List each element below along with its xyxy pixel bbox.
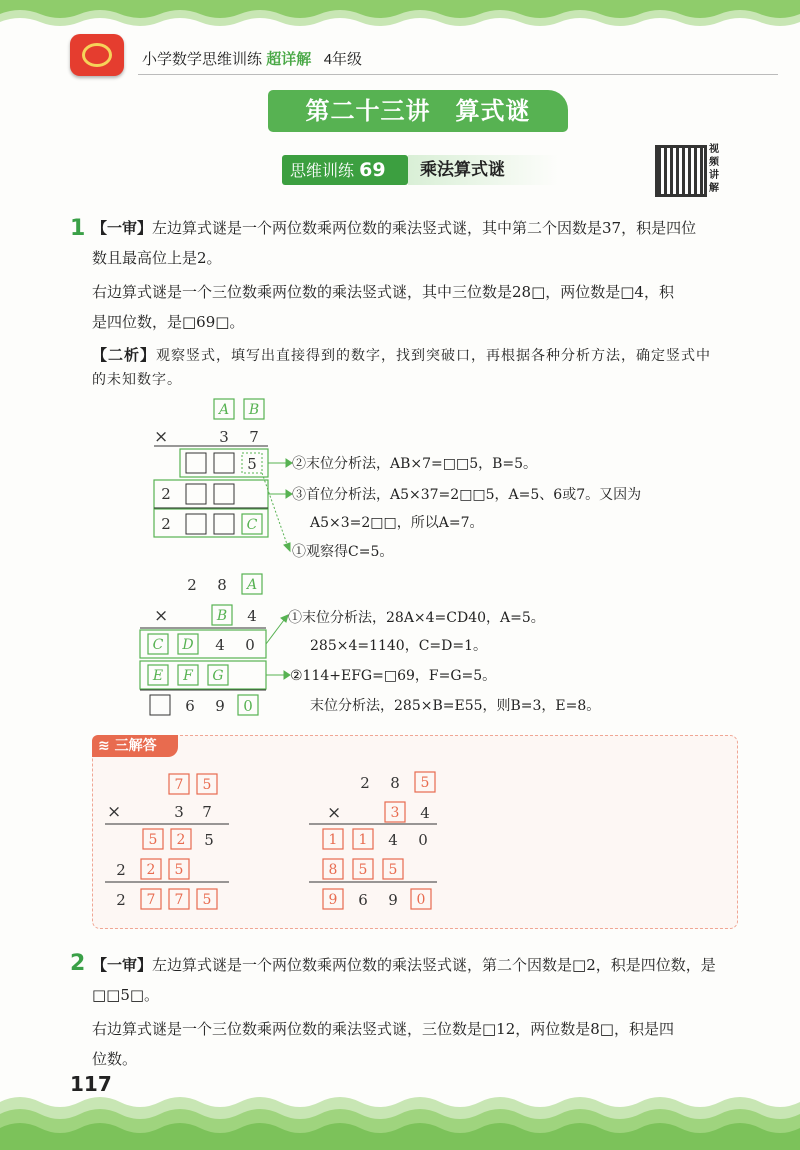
digit-label: 0 [243, 697, 253, 715]
answer-digit: 4 [420, 804, 430, 822]
digit-label: 4 [215, 636, 225, 654]
section-label-text: 思维训练 [290, 161, 355, 180]
qr-label-char: 频 [709, 157, 719, 168]
section-topic: 乘法算式谜 [408, 155, 558, 185]
digit-label: C [246, 517, 258, 533]
analysis-note: ②114+EFG=□69，F=G=5。 [290, 668, 497, 684]
answer-digit: 7 [202, 803, 212, 821]
answer-digit: 7 [174, 892, 184, 908]
tag-analyze: 【二析】 [92, 346, 157, 364]
answer-digit: 5 [174, 862, 184, 878]
digit-label: 0 [245, 636, 255, 654]
answer-digit: 1 [328, 832, 338, 848]
problem-number: 1 [70, 216, 86, 241]
svg-text:×: × [107, 802, 122, 822]
book-logo [70, 34, 124, 76]
analysis-note: ①观察得C=5。 [292, 544, 394, 560]
analysis-note: ②末位分析法，AB×7=□□5，B=5。 [292, 456, 538, 472]
digit-label: A [218, 402, 230, 418]
digit-box [186, 514, 206, 534]
digit-label: D [182, 637, 194, 653]
answer-digit: 8 [390, 774, 400, 792]
answer-digit: 9 [388, 891, 398, 909]
text-line: □□5□。 [92, 986, 160, 1004]
digit-label: E [152, 668, 164, 684]
answer-digit: 4 [388, 831, 398, 849]
analysis-note: 末位分析法，285×B=E55，则B=3，E=8。 [310, 698, 601, 714]
right-puzzle [138, 570, 758, 720]
digit-box [214, 514, 234, 534]
answer-digit: 2 [116, 861, 126, 879]
text-line: 左边算式谜是一个两位数乘两位数的乘法竖式谜，其中第二个因数是37，积是四位 [152, 219, 697, 237]
row-highlight [154, 480, 268, 508]
book-title: 小学数学思维训练 [142, 51, 263, 68]
answer-digit: 5 [358, 862, 368, 878]
answer-digit: 0 [416, 892, 426, 908]
times-sign: × [154, 606, 169, 626]
answer-digit: 5 [388, 862, 398, 878]
text-line: 右边算式谜是一个三位数乘两位数的乘法竖式谜，其中三位数是28□，两位数是□4，积 [92, 283, 674, 301]
digit-box [214, 484, 234, 504]
answer-digit: 5 [420, 775, 430, 791]
section-banner [282, 155, 552, 185]
answer-digit: 6 [358, 891, 368, 909]
top-wave-decoration [0, 0, 800, 34]
text-line: 观察竖式，填写出直接得到的数字，找到突破口，再根据各种分析方法，确定竖式中 [156, 348, 712, 364]
analysis-note: A5×3=2□□，所以A=7。 [310, 515, 484, 531]
text-line: 右边算式谜是一个三位数乘两位数的乘法竖式谜，三位数是□12，两位数是8□，积是四 [92, 1020, 674, 1038]
answer-digit: 3 [390, 805, 400, 821]
answer-tag: ≋ 三解答 [92, 735, 178, 757]
digit-box [214, 453, 234, 473]
page-number: 117 [70, 1072, 112, 1096]
header-text [142, 48, 362, 69]
answer-puzzles [93, 736, 739, 930]
analysis-note: ①末位分析法，28A×4=CD40，A=5。 [288, 610, 545, 626]
answer-box [92, 735, 738, 929]
digit-label: F [183, 668, 193, 684]
answer-digit: 8 [328, 862, 338, 878]
digit-box [186, 453, 206, 473]
answer-digit: 2 [360, 774, 370, 792]
digit-label: C [152, 637, 164, 653]
digit-label: 2 [161, 515, 171, 533]
text-line: 数且最高位上是2。 [92, 249, 222, 267]
tag-read: 【一审】 [92, 956, 153, 974]
analysis-note: ③首位分析法，A5×37=2□□5，A=5、6或7。又因为 [292, 487, 642, 503]
answer-digit: 5 [148, 832, 158, 848]
answer-digit: 5 [202, 892, 212, 908]
answer-digit: 2 [146, 862, 156, 878]
answer-digit: 5 [204, 831, 214, 849]
qr-label-char: 解 [709, 183, 719, 194]
page-header [70, 34, 770, 84]
answer-digit: 7 [146, 892, 156, 908]
text-line: 位数。 [92, 1050, 138, 1068]
answer-digit: 9 [328, 892, 338, 908]
lecture-title: 第二十三讲 算式谜 [268, 90, 568, 132]
digit-label: 5 [247, 455, 257, 473]
section-number: 69 [359, 159, 386, 181]
digit-label: 8 [217, 576, 227, 594]
section-label [282, 155, 408, 185]
digit-label: 7 [249, 428, 259, 446]
digit-label: 2 [161, 485, 171, 503]
answer-digit: 3 [174, 803, 184, 821]
bottom-wave-decoration [0, 1092, 800, 1150]
digit-label: 6 [185, 697, 195, 715]
digit-label: G [212, 668, 224, 684]
answer-digit: 2 [116, 891, 126, 909]
problem1-analyze [92, 343, 762, 392]
digit-label: 9 [215, 697, 225, 715]
svg-text:×: × [327, 803, 342, 823]
qr-code[interactable] [655, 145, 707, 197]
qr-label [709, 143, 723, 195]
answer-digit: 1 [358, 832, 368, 848]
text-line: 左边算式谜是一个两位数乘两位数的乘法竖式谜，第二个因数是□2，积是四位数，是 [152, 956, 716, 974]
left-puzzle [140, 393, 760, 568]
problem2-read [92, 950, 762, 1074]
text-line: 的未知数字。 [92, 372, 182, 388]
digit-label: 2 [187, 576, 197, 594]
digit-label: A [246, 577, 258, 593]
qr-label-char: 视 [709, 144, 719, 155]
book-highlight: 超详解 [266, 51, 312, 68]
problem1-read [92, 213, 762, 337]
digit-label: B [216, 608, 228, 624]
digit-box [186, 484, 206, 504]
text-line: 是四位数，是□69□。 [92, 313, 245, 331]
tag-read: 【一审】 [92, 219, 153, 237]
answer-digit: 0 [418, 831, 428, 849]
answer-digit: 5 [202, 777, 212, 793]
problem-number: 2 [70, 951, 86, 976]
answer-digit: 7 [174, 777, 184, 793]
header-divider [138, 74, 778, 75]
digit-label: B [248, 402, 260, 418]
book-grade: 4年级 [323, 51, 363, 68]
qr-label-char: 讲 [709, 170, 719, 181]
times-sign: × [154, 427, 169, 447]
digit-label: 4 [247, 607, 257, 625]
answer-digit: 2 [176, 832, 186, 848]
digit-label: 3 [219, 428, 229, 446]
analysis-note: 285×4=1140，C=D=1。 [310, 638, 488, 654]
